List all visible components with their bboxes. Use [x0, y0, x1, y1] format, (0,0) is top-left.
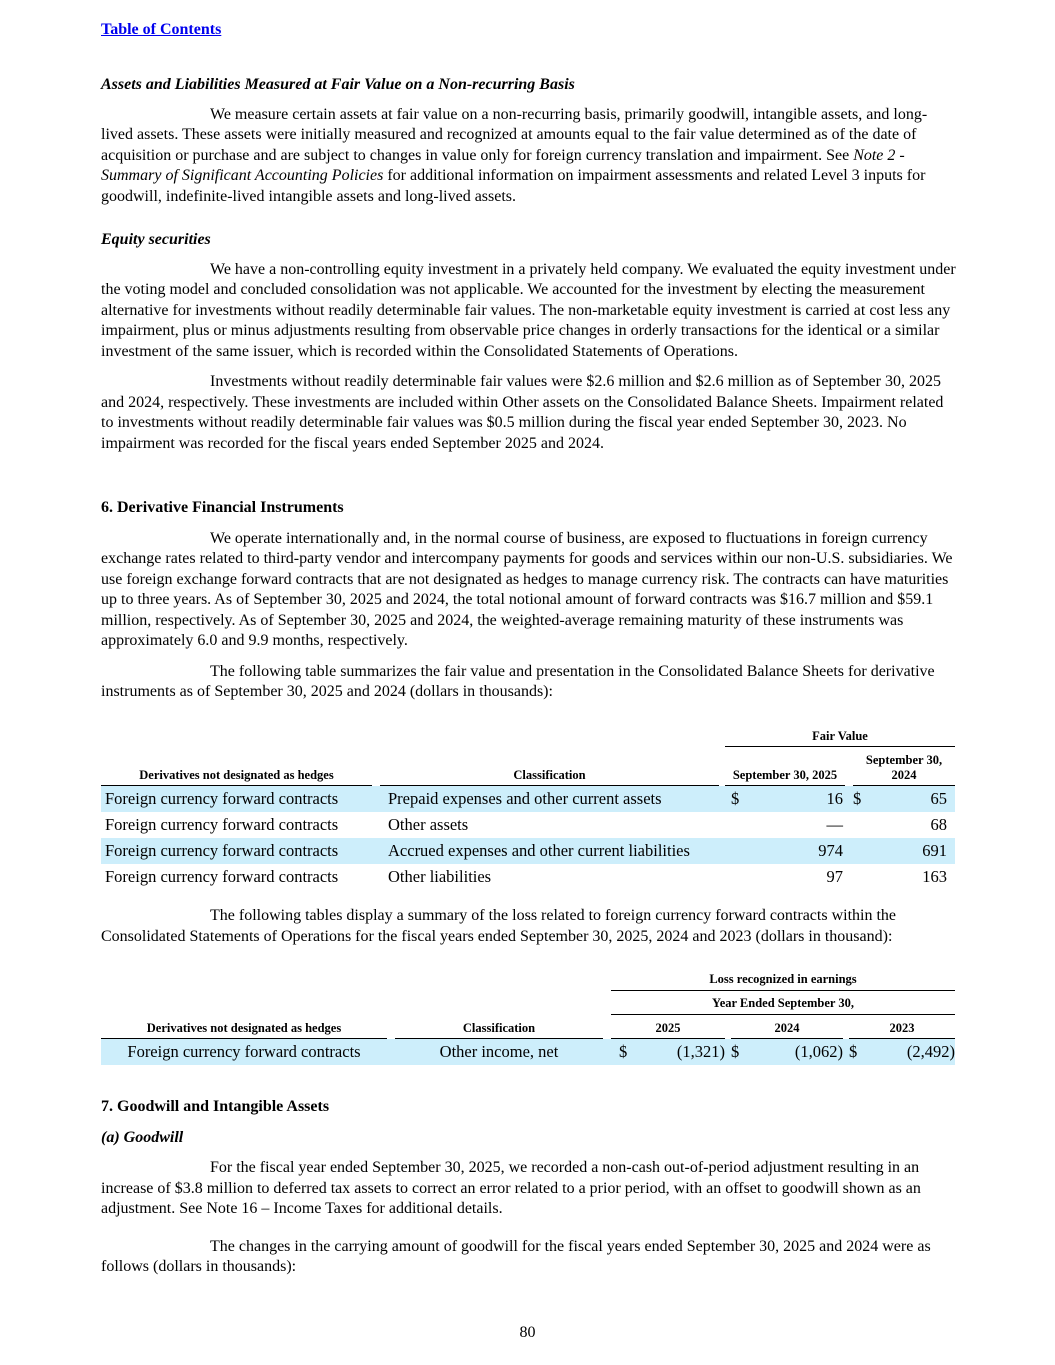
equity-heading: Equity securities: [101, 231, 211, 248]
goodwill-section: [101, 1097, 957, 1278]
currency-symbol: $: [731, 1039, 753, 1065]
fair-value-table-container: [101, 729, 955, 890]
value-2025: 974: [745, 838, 845, 864]
col-header-sep-2025: September 30, 2025: [725, 747, 845, 786]
value-2025: (1,321): [633, 1039, 725, 1065]
col-header-instrument: Derivatives not designated as hedges: [101, 747, 372, 786]
fair-value-section: [101, 75, 957, 207]
fair-value-text-1: We measure certain assets at fair value on a non-recurring basis, primarily goodwill, intangible assets, and long-lived assets. These assets were initially measured and recognized at amounts equal to the fair value determined as of the date of acquisition or purchase and are subject to changes in value only for foreign currency translation and impairment. See: [101, 105, 928, 164]
col-header-classification: Classification: [395, 1015, 603, 1039]
classification-cell: Accrued expenses and other current liabilities: [380, 838, 719, 864]
instrument-cell: Foreign currency forward contracts: [101, 1039, 387, 1065]
goodwill-subheading: (a) Goodwill: [101, 1128, 184, 1146]
col-header-sep-2024: September 30, 2024: [853, 747, 955, 786]
table-row: [101, 864, 955, 890]
currency-symbol: [853, 864, 873, 890]
goodwill-paragraph-1: For the fiscal year ended September 30, 2025, we recorded a non-cash out-of-period adjustment resulting in an increase of $3.8 million to deferred tax assets to correct an error related to a prior period, with an offset to goodwill shown as an adjustment. See Note 16 – Income Taxes for additional details.: [101, 1159, 921, 1217]
currency-symbol: $: [853, 786, 873, 812]
goodwill-heading: 7. Goodwill and Intangible Assets: [101, 1098, 330, 1115]
fair-value-paragraph: [101, 105, 957, 208]
fair-value-heading: Assets and Liabilities Measured at Fair Value on a Non-recurring Basis: [101, 76, 575, 93]
value-2025: 97: [826, 866, 843, 886]
value-2025: 16: [745, 786, 845, 812]
currency-symbol: [853, 812, 873, 838]
value-2024: (1,062): [753, 1039, 843, 1065]
col-header-2023: 2023: [849, 1015, 955, 1039]
classification-cell: Other income, net: [395, 1039, 603, 1065]
instrument-cell: Foreign currency forward contracts: [105, 866, 339, 886]
equity-paragraph-2: Investments without readily determinable fair values were $2.6 million and $2.6 million as of September 30, 2025 and 2024, respectively. These investments are included within Other assets on the Consolidated Balance Sheets. Impairment related to investments without readily determinable fair values was $0.5 million during the fiscal year ended September 30, 2023. No impairment was recorded for the fiscal years ended September 2025 and 2024.: [101, 373, 944, 452]
classification-cell: Other liabilities: [388, 866, 492, 886]
value-2024: 65: [873, 786, 955, 812]
fair-value-table: [101, 729, 955, 890]
value-2023: (2,492): [871, 1039, 955, 1065]
table-of-contents-link[interactable]: Table of Contents: [101, 21, 222, 38]
classification-cell: Other assets: [388, 814, 469, 834]
value-2024: 691: [873, 838, 955, 864]
currency-symbol: $: [611, 1039, 633, 1065]
equity-paragraph-1: We have a non-controlling equity investment in a privately held company. We evaluated the equity investment under the voting model and concluded consolidation was not applicable. We accounted for the investment by electing the measurement alternative for investments without readily determinable fair values. The non-marketable equity investment is carried at cost less any impairment, plus or minus adjustments resulting from observable price changes in orderly transactions for the identical or a similar investment of the same issuer, which is recorded within the Consolidated Statements of Operations.: [101, 260, 956, 360]
fair-value-text-2: for additional information on impairment assessments and related Level 3 inputs for goodwill, indefinite-lived intangible assets and long-lived assets.: [101, 167, 926, 205]
note-2-reference: Note 2 - Summary of Significant Accounting Policies: [101, 146, 905, 184]
col-header-2024: 2024: [731, 1015, 843, 1039]
currency-symbol: [725, 838, 745, 864]
fair-value-group-header: Fair Value: [725, 729, 955, 747]
derivatives-paragraph-2: The following table summarizes the fair value and presentation in the Consolidated Balance Sheets for derivative instruments as of September 30, 2025 and 2024 (dollars in thousands):: [101, 662, 935, 700]
col-header-instrument: Derivatives not designated as hedges: [101, 1015, 387, 1039]
year-ended-header: Year Ended September 30,: [611, 991, 955, 1015]
page-number: 80: [519, 1324, 536, 1341]
loss-group-header: Loss recognized in earnings: [611, 972, 955, 991]
currency-symbol: $: [849, 1039, 871, 1065]
equity-section: [101, 230, 957, 454]
currency-symbol: [725, 812, 745, 838]
currency-symbol: [725, 864, 745, 890]
loss-summary-intro: [101, 906, 957, 947]
currency-symbol: $: [725, 786, 745, 812]
col-header-classification: Classification: [380, 747, 719, 786]
currency-symbol: [853, 838, 873, 864]
value-2025: —: [826, 814, 843, 834]
derivatives-section: [101, 498, 957, 703]
loss-table: [101, 972, 955, 1065]
derivatives-heading: 6. Derivative Financial Instruments: [101, 499, 344, 516]
instrument-cell: Foreign currency forward contracts: [101, 786, 372, 812]
derivatives-paragraph-1: We operate internationally and, in the normal course of business, are exposed to fluctuations in foreign currency exchange rates related to third-party vendor and intercompany payments for goods and services within our non-U.S. subsidiaries. We use foreign exchange forward contracts that are not designated as hedges to manage currency risk. The contracts can have maturities up to three years. As of September 30, 2025 and 2024, the total notional amount of forward contracts was $16.7 million and $59.1 million, respectively. As of September 30, 2025 and 2024, the weighted-average remaining maturity of these instruments was approximately 6.0 and 9.9 months, respectively.: [101, 529, 953, 649]
table-row: [101, 786, 955, 812]
table-row: [101, 838, 955, 864]
instrument-cell: Foreign currency forward contracts: [101, 838, 372, 864]
classification-cell: Prepaid expenses and other current assets: [380, 786, 719, 812]
table-row: [101, 812, 955, 838]
value-2024: 163: [922, 866, 947, 886]
value-2024: 68: [930, 814, 947, 834]
col-header-2025: 2025: [611, 1015, 725, 1039]
goodwill-paragraph-2: The changes in the carrying amount of goodwill for the fiscal years ended September 30, 2025 and 2024 were as follows (dollars in thousands):: [101, 1237, 931, 1275]
loss-table-container: [101, 972, 955, 1065]
instrument-cell: Foreign currency forward contracts: [105, 814, 339, 834]
derivatives-paragraph-3: The following tables display a summary of the loss related to foreign currency forward contracts within the Consolidated Statements of Operations for the fiscal years ended September 30, 2025, 2024 and 2023 (dollars in thousand):: [101, 907, 897, 945]
table-row: [101, 1039, 955, 1065]
